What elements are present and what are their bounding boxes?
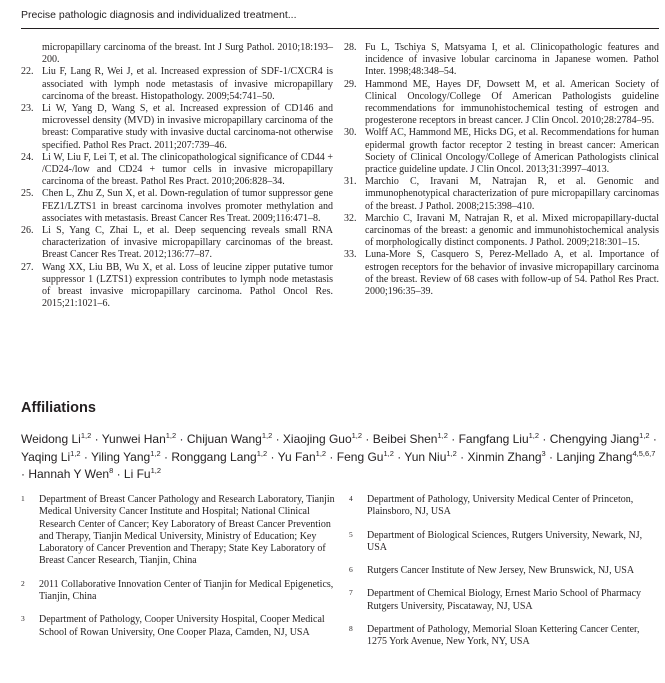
author	[91, 450, 161, 464]
affiliation-item	[21, 614, 339, 639]
author	[337, 450, 394, 464]
author	[124, 467, 161, 481]
reference-item	[344, 213, 659, 250]
references-right-column	[344, 42, 659, 298]
reference-item	[21, 42, 333, 66]
author-name: Ronggang Lang	[171, 449, 257, 464]
author-affiliation-marker: 1,2	[528, 431, 540, 440]
reference-text: Wolff AC, Hammond ME, Hicks DG, et al. Recommendations for human epidermal growth factor receptor 2 testing in breast cancer: American Society of Clinical Oncology/College of American Pathologists clinical practice guideline update. J Clin Oncol. 2013;31:3997–4013.	[365, 127, 659, 176]
author	[550, 432, 650, 446]
affiliation-number: 3	[21, 614, 25, 624]
author-name: Chengying Jiang	[549, 432, 640, 446]
author-name: Yu Fan	[277, 449, 316, 464]
affiliations-right-column	[349, 494, 661, 660]
author-separator: ·	[649, 432, 657, 446]
affiliation-text: Department of Pathology, University Medical Center of Princeton, Plainsboro, NJ, USA	[367, 494, 634, 518]
running-header: Precise pathologic diagnosis and individualized treatment...	[21, 9, 297, 21]
affiliation-item	[349, 565, 661, 577]
author-separator: ·	[160, 449, 172, 464]
author-name: Fangfang Liu	[458, 432, 529, 446]
affiliation-text: Department of Pathology, Cooper University Hospital, Cooper Medical School of Rowan University, One Cooper Plaza, Camden, NJ, USA	[39, 614, 325, 638]
author-affiliation-marker: 1,2	[446, 448, 457, 458]
author-affiliation-marker: 1,2	[261, 431, 273, 440]
author-name: Lanjing Zhang	[556, 449, 633, 464]
reference-number: 31.	[344, 176, 357, 188]
author-name: Beibei Shen	[372, 432, 438, 446]
author-separator: ·	[539, 432, 550, 446]
reference-number: 29.	[344, 78, 357, 90]
author-name: Yunwei Han	[101, 432, 166, 446]
author-name: Hannah Y Wen	[28, 467, 110, 481]
author-affiliation-marker: 3	[541, 448, 546, 458]
reference-text: Li S, Yang C, Zhai L, et al. Deep sequencing reveals small RNA characterization of invasive micropapillary carcinomas of the breast. Breast Cancer Res Treat. 2012;136:77–87.	[42, 225, 333, 261]
author-separator: ·	[272, 432, 283, 446]
affiliation-item	[349, 494, 661, 519]
affiliation-item	[349, 588, 661, 613]
author-affiliation-marker: 1,2	[639, 431, 650, 440]
author-affiliation-marker: 1,2	[315, 448, 327, 458]
affiliation-number: 1	[21, 494, 25, 503]
reference-text: micropapillary carcinoma of the breast. Int J Surg Pathol. 2010;18:193–200.	[42, 42, 333, 66]
author-separator: ·	[326, 449, 337, 464]
author	[21, 432, 91, 446]
author-affiliation-marker: 1,2	[437, 431, 448, 440]
reference-item	[21, 103, 333, 152]
affiliation-item	[349, 530, 661, 555]
author-affiliation-marker: 1,2	[165, 431, 177, 440]
affiliation-number: 2	[21, 578, 25, 588]
reference-item	[21, 225, 333, 262]
author-separator: ·	[113, 467, 124, 481]
header-divider	[21, 28, 659, 29]
affiliation-item	[21, 494, 339, 568]
affiliation-text: 2011 Collaborative Innovation Center of Tianjin for Medical Epigenetics, Tianjin, China	[39, 578, 334, 603]
author	[278, 450, 326, 464]
author-affiliation-marker: 1,2	[150, 466, 162, 475]
author	[373, 432, 448, 446]
author-separator: ·	[176, 432, 187, 446]
reference-text: Luna-More S, Casquero S, Perez-Mellado A, et al. Importance of estrogen receptors for the behavior of invasive micropapillary carcinoma of the breast. Review of 68 cases with follow-up of 54. Pathol Res Pract. 2000;196:35–39.	[365, 249, 659, 298]
reference-number: 26.	[21, 225, 34, 237]
author-affiliation-marker: 1,2	[383, 448, 394, 458]
reference-number: 23.	[21, 103, 34, 115]
author-affiliation-marker: 1,2	[70, 448, 81, 458]
author-name: Feng Gu	[336, 449, 384, 464]
reference-text: Chen L, Zhu Z, Sun X, et al. Down-regulation of tumor suppressor gene FEZ1/LZTS1 in breast carcinoma involves promoter methylation and associates with metastasis. Breast Cancer Res Treat. 2009;116:471–8.	[42, 188, 333, 224]
reference-number: 22.	[21, 66, 34, 78]
author-affiliation-marker: 1,2	[351, 431, 363, 440]
reference-item	[344, 249, 659, 298]
author	[171, 450, 267, 464]
reference-item	[21, 188, 333, 225]
author-affiliation-marker: 1,2	[256, 448, 268, 458]
author	[102, 432, 176, 446]
author	[468, 450, 546, 464]
author	[21, 450, 81, 464]
reference-item	[344, 127, 659, 176]
author	[28, 467, 113, 481]
reference-text: Li W, Yang D, Wang S, et al. Increased expression of CD146 and microvessel density (MVD) in invasive micropapillary carcinoma of the breast: Comparative study with invasive ductal carcinoma-not otherwise specified. Pathol Res Pract. 2011;207:739–46.	[42, 103, 333, 151]
author-name: Xinmin Zhang	[467, 449, 542, 464]
author-separator: ·	[545, 449, 557, 464]
reference-item	[344, 176, 659, 213]
affiliation-number: 5	[349, 529, 353, 539]
affiliation-number: 6	[349, 565, 353, 575]
reference-item	[21, 152, 333, 189]
reference-item	[21, 262, 333, 311]
reference-number: 28.	[344, 42, 357, 53]
author-separator: ·	[91, 432, 102, 446]
author-affiliation-marker: 8	[109, 466, 114, 475]
author-list	[21, 431, 661, 484]
author-affiliation-marker: 1,2	[150, 448, 161, 458]
affiliation-text: Department of Breast Cancer Pathology and Research Laboratory, Tianjin Medical University Cancer Institute and Hospital; National Clinical Research Center of Cancer; Key Laboratory of Breast Cancer Prevention and Therapy, Tianjin Medical University, Ministry of Education; Key Laboratory of Cancer Prevention and Therapy; State Key Laboratory of Breast Cancer Research, Tianjin, China	[39, 494, 335, 567]
author-separator: ·	[362, 432, 373, 446]
reference-number: 27.	[21, 261, 34, 273]
reference-number: 33.	[344, 249, 357, 261]
author-separator: ·	[447, 432, 459, 446]
author-name: Chijuan Wang	[186, 432, 262, 446]
affiliation-item	[21, 579, 339, 604]
author	[404, 450, 456, 464]
author	[187, 432, 272, 446]
author-name: Xiaojing Guo	[282, 432, 352, 446]
reference-item	[344, 42, 659, 79]
author-separator: ·	[80, 449, 92, 464]
author-affiliation-marker: 4,5,6,7	[632, 448, 656, 458]
reference-text: Liu F, Lang R, Wei J, et al. Increased expression of SDF-1/CXCR4 is associated with lymph node metastasis of invasive micropapillary carcinoma of the breast. Histopathology. 2009;54:741–50.	[42, 66, 333, 102]
references-left-column	[21, 42, 333, 310]
author-name: Yun Niu	[404, 449, 447, 464]
affiliation-number: 8	[349, 624, 353, 634]
reference-text: Wang XX, Liu BB, Wu X, et al. Loss of leucine zipper putative tumor suppressor 1 (LZTS1) expression contributes to lymph node metastasis of breast invasive micropapillary carcinoma. Pathol Oncol Res. 2015;21:1021–6.	[42, 261, 333, 310]
author-separator: ·	[21, 467, 29, 481]
reference-number: 30.	[344, 127, 357, 139]
affiliation-text: Department of Biological Sciences, Rutgers University, Newark, NJ, USA	[367, 529, 643, 553]
author-separator: ·	[456, 449, 468, 464]
affiliation-text: Rutgers Cancer Institute of New Jersey, New Brunswick, NJ, USA	[367, 565, 635, 577]
author	[459, 432, 540, 446]
reference-text: Marchio C, Iravani M, Natrajan R, et al. Mixed micropapillary-ductal carcinomas of the breast: a genomic and immunohistochemical analysis of morphologically distinct components. J Pathol. 2009;218:301–15.	[365, 212, 659, 249]
reference-text: Fu L, Tschiya S, Matsyama I, et al. Clinicopathologic features and incidence of invasive lobular carcinoma in Japanese women. Pathol Inter. 1998;48:348–54.	[365, 42, 659, 78]
affiliations-left-column	[21, 494, 339, 650]
affiliation-text: Department of Chemical Biology, Ernest Mario School of Pharmacy Rutgers University, Piscataway, NJ, USA	[367, 588, 642, 612]
author-separator: ·	[267, 449, 278, 464]
reference-text: Li W, Liu F, Lei T, et al. The clinicopathological significance of CD44 + /CD24-/low and CD24 + tumor cells in invasive micropapillary carcinoma of the breast. Pathol Res Pract. 2010;206:828–34.	[42, 151, 333, 188]
affiliation-text: Department of Pathology, Memorial Sloan Kettering Cancer Center, 1275 York Avenue, New York, NY, USA	[367, 624, 640, 648]
author-name: Yaqing Li	[21, 449, 71, 464]
author	[283, 432, 362, 446]
affiliation-item	[349, 624, 661, 649]
affiliations-heading: Affiliations	[21, 400, 96, 416]
reference-item	[344, 79, 659, 128]
reference-number: 24.	[21, 151, 34, 163]
reference-item	[21, 66, 333, 103]
author-name: Weidong Li	[21, 432, 81, 446]
author-separator: ·	[393, 449, 405, 464]
affiliation-number: 4	[349, 494, 353, 503]
author-name: Yiling Yang	[91, 449, 151, 464]
reference-text: Hammond ME, Hayes DF, Dowsett M, et al. American Society of Clinical Oncology/College Of American Pathologists guideline recommendations for immunohistochemical testing of estrogen and progesterone receptors in breast cancer. J Clin Oncol. 2010;28:2784–95.	[365, 78, 659, 127]
reference-text: Marchio C, Iravani M, Natrajan R, et al. Genomic and immunophenotypical characterization of pure micropapillary carcinomas of the breast. J Pathol. 2008;215:398–410.	[365, 176, 659, 212]
author-name: Li Fu	[123, 467, 151, 481]
reference-number: 25.	[21, 188, 34, 200]
affiliation-number: 7	[349, 588, 353, 598]
author	[556, 450, 655, 464]
author-affiliation-marker: 1,2	[80, 431, 92, 440]
reference-number: 32.	[344, 212, 357, 224]
